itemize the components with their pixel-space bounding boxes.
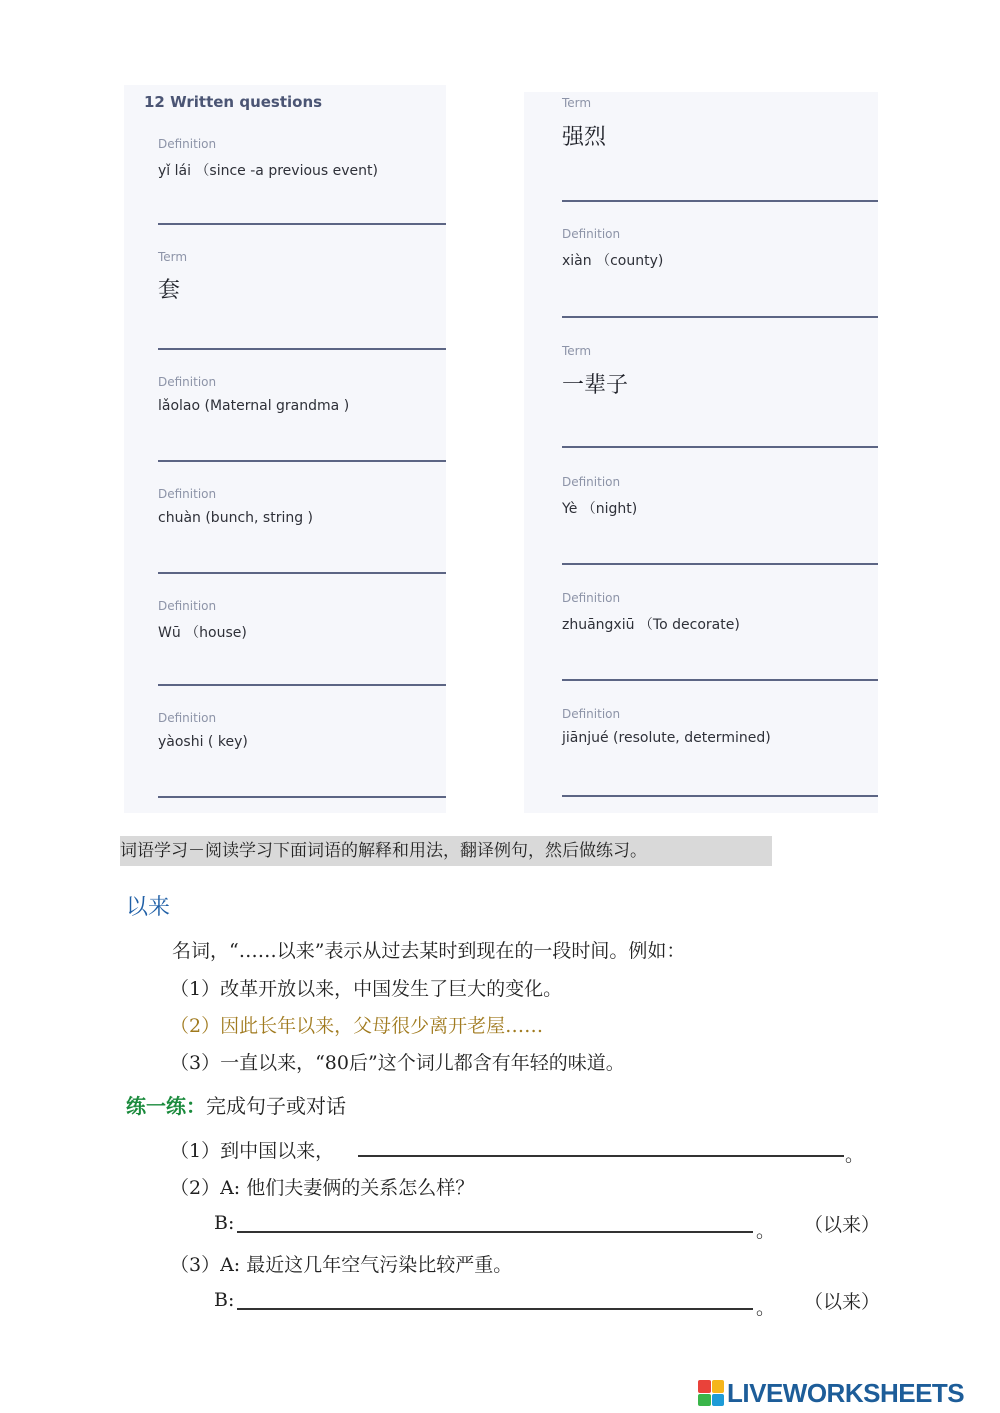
practice-item-2-question: （2）A: 他们夫妻俩的关系怎么样？	[170, 1177, 475, 1199]
practice-title	[126, 1090, 346, 1119]
card-definition-text: xiàn （county)	[562, 253, 664, 269]
card-definition-text: yàoshi ( key)	[158, 734, 248, 750]
liveworksheets-logo[interactable]	[698, 1377, 994, 1409]
practice-title-label: 练一练：	[126, 1094, 206, 1118]
practice-item-1-prompt: （1）到中国以来，	[170, 1140, 335, 1162]
hint-word: （以来）	[804, 1291, 881, 1313]
card-label: Definition	[158, 487, 217, 501]
card-label: Term	[562, 96, 592, 110]
flashcard-term[interactable]	[562, 92, 878, 202]
card-term-text: 强烈	[562, 125, 607, 150]
flashcard-definition[interactable]	[562, 681, 878, 797]
card-definition-text: zhuāngxiū （To decorate)	[562, 617, 740, 633]
flashcards-panel-right	[524, 92, 878, 813]
period: 。	[756, 1297, 776, 1319]
card-definition-text: lǎolao (Maternal grandma )	[158, 398, 350, 414]
card-term-text: 套	[158, 278, 181, 303]
card-divider	[158, 796, 446, 798]
logo-tile	[698, 1394, 711, 1407]
written-questions-panel	[124, 85, 446, 813]
card-label: Definition	[158, 711, 217, 725]
card-divider	[562, 795, 878, 797]
card-term-text: 一辈子	[562, 373, 629, 398]
logo-text: LIVEWORKSHEETS	[727, 1377, 965, 1408]
logo-tile	[712, 1380, 725, 1393]
flashcard-definition[interactable]	[158, 686, 446, 798]
practice-title-text: 完成句子或对话	[206, 1094, 346, 1118]
flashcard-definition[interactable]	[158, 350, 446, 462]
card-label: Definition	[158, 137, 217, 151]
instruction-banner: 词语学习－阅读学习下面词语的解释和用法，翻译例句，然后做练习。	[120, 836, 772, 866]
flashcard-definition[interactable]	[562, 202, 878, 318]
flashcard-term[interactable]	[562, 318, 878, 448]
card-label: Definition	[158, 375, 217, 389]
card-label: Definition	[562, 227, 621, 241]
card-label: Term	[158, 250, 188, 264]
card-label: Definition	[158, 599, 217, 613]
practice-item-3-speaker-b: B:	[214, 1289, 235, 1311]
card-label: Definition	[562, 475, 621, 489]
card-definition-text: Yè （night)	[562, 501, 638, 517]
flashcard-definition[interactable]	[562, 565, 878, 681]
card-definition-text: jiānjué (resolute, determined)	[562, 730, 771, 746]
card-definition-text: Wū （house)	[158, 625, 247, 641]
flashcard-definition[interactable]	[158, 85, 446, 225]
practice-item-2-speaker-b: B:	[214, 1212, 235, 1234]
answer-blank-3[interactable]	[237, 1308, 753, 1310]
card-label: Term	[562, 344, 592, 358]
vocab-title: 以来	[126, 895, 171, 920]
card-label: Definition	[562, 707, 621, 721]
logo-tile	[712, 1394, 725, 1407]
card-definition-text: chuàn (bunch, string )	[158, 510, 314, 526]
period: 。	[845, 1144, 865, 1166]
answer-blank-1[interactable]	[358, 1155, 844, 1157]
example-sentence: （2）因此长年以来，父母很少离开老屋……	[170, 1015, 544, 1037]
flashcard-definition[interactable]	[562, 448, 878, 565]
example-sentence: （1）改革开放以来，中国发生了巨大的变化。	[170, 978, 563, 1000]
panel-title: 12 Written questions	[144, 93, 323, 111]
practice-item-3-question: （3）A: 最近这几年空气污染比较严重。	[170, 1254, 513, 1276]
flashcard-definition[interactable]	[158, 462, 446, 574]
card-label: Definition	[562, 591, 621, 605]
liveworksheets-logo-icon	[698, 1380, 724, 1406]
logo-tile	[698, 1380, 711, 1393]
example-sentence: （3）一直以来，“80后”这个词儿都含有年轻的味道。	[170, 1052, 625, 1074]
period: 。	[756, 1220, 776, 1242]
flashcard-definition[interactable]	[158, 574, 446, 686]
card-definition-text: yǐ lái （since -a previous event)	[158, 163, 378, 179]
hint-word: （以来）	[804, 1214, 881, 1236]
answer-blank-2[interactable]	[237, 1231, 753, 1233]
flashcard-term[interactable]	[158, 225, 446, 350]
vocab-explanation: 名词，“……以来”表示从过去某时到现在的一段时间。例如：	[172, 940, 686, 962]
